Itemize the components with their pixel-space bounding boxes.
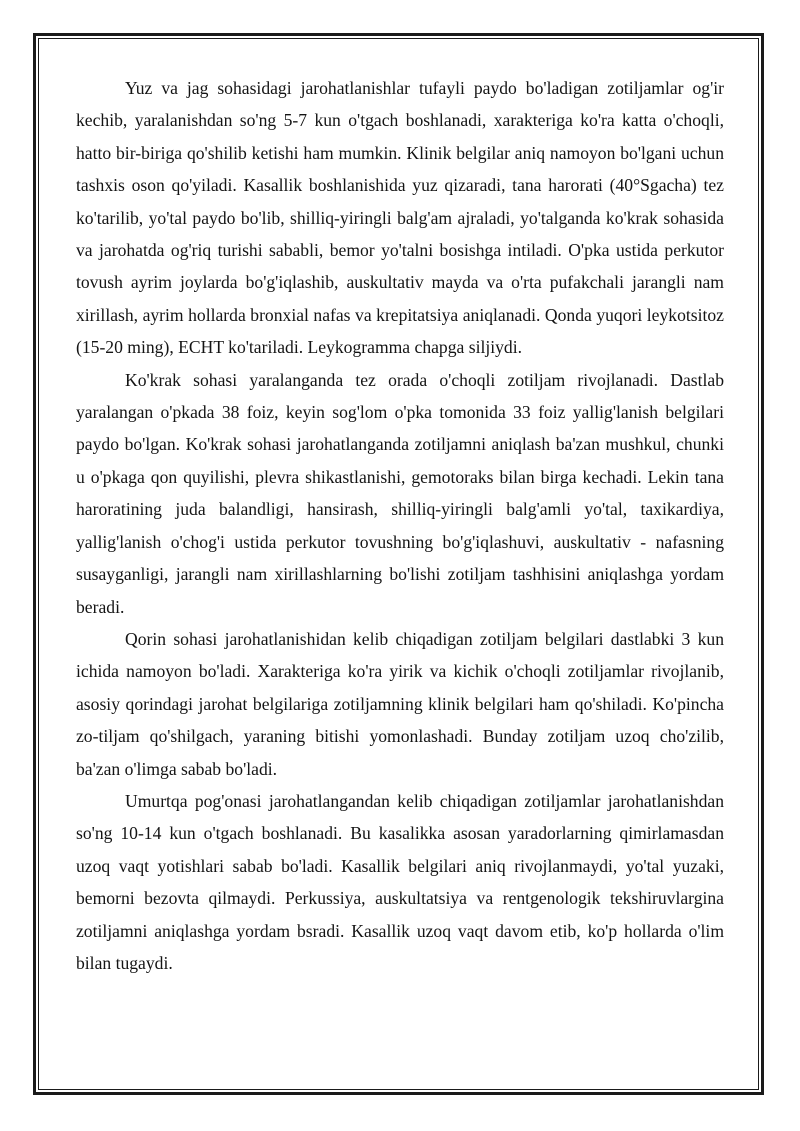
paragraph-4: Umurtqa pog'onasi jarohatlangandan kelib chiqadigan zotiljamlar jarohatlanishdan so'ng 10-14 kun o'tgach boshlanadi. Bu kasalikka asosan yaradorlarning qimirlamasdan uzoq vaqt yotishlari sabab bo'ladi. Kasallik belgilari aniq rivojlanmaydi, yo'tal yuzaki, bemorni bezovta qilmaydi. Perkussiya, auskultatsiya va rentgenologik tekshiruvlargina zotiljamni aniqlashga yordam bsradi. Kasallik uzoq vaqt davom etib, ko'p hollarda o'lim bilan tugaydi. <box>76 790 724 973</box>
paragraph-2: Ko'krak sohasi yaralanganda tez orada o'choqli zotiljam rivojlanadi. Dastlab yaralangan o'pkada 38 foiz, keyin sog'lom o'pka tomonida 33 foiz yallig'lanish belgilari paydo bo'lgan. Ko'krak sohasi jarohatlanganda zotiljamni aniqlash ba'zan mushkul, chunki u o'pkaga qon quyilishi, plevra shikastlanishi, gemotoraks bilan birga kechadi. Lekin tana haroratining juda balandligi, hansirash, shilliq-yiringli balg'amli yo'tal, taxikardiya, yallig'lanish o'chog'i ustida perkutor tovushning bo'g'iqlashuvi, auskultativ - nafasning susayganligi, jarangli nam xirillashlarning bo'lishi zotiljam tashhisini aniqlashga yordam beradi. <box>76 369 724 617</box>
paragraph-3: Qorin sohasi jarohatlanishidan kelib chiqadigan zotiljam belgilari dastlabki 3 kun ichida namoyon bo'ladi. Xarakteriga ko'ra yirik va kichik o'choqli zotiljamlar rivojlanib, asosiy qorindagi jarohat belgilariga zotiljamning klinik belgilari ham qo'shiladi. Ko'pincha zo-tiljam qo'shilgach, yaraning bitishi yomonlashadi. Bunday zotiljam uzoq cho'zilib, ba'zan o'limga sabab bo'ladi. <box>76 628 724 779</box>
paragraph-1: Yuz va jag sohasidagi jarohatlanishlar tufayli paydo bo'ladigan zotiljamlar og'ir kechib, yaralanishdan so'ng 5-7 kun o'tgach boshlanadi, xarakteriga ko'ra katta o'choqli, hatto bir-biriga qo'shilib ketishi ham mumkin. Klinik belgilar aniq namoyon bo'lgani uchun tashxis oson qo'yiladi. Kasallik boshlanishida yuz qizaradi, tana harorati (40°Sgacha) tez ko'tarilib, yo'tal paydo bo'lib, shilliq-yiringli balg'am ajraladi, yo'talganda ko'krak sohasida va jarohatda og'riq turishi sababli, bemor yo'talni bosishga intiladi. O'pka ustida perkutor tovush ayrim joylarda bo'g'iqlashib, auskultativ mayda va o'rta pufakchali jarangli nam xirillash, ayrim hollarda bronxial nafas va krepitatsiya aniqlanadi. Qonda yuqori leykotsitoz (15-20 ming), ECHT ko'tariladi. Leykogramma chapga siljiydi. <box>76 78 724 358</box>
document-body <box>76 72 724 979</box>
